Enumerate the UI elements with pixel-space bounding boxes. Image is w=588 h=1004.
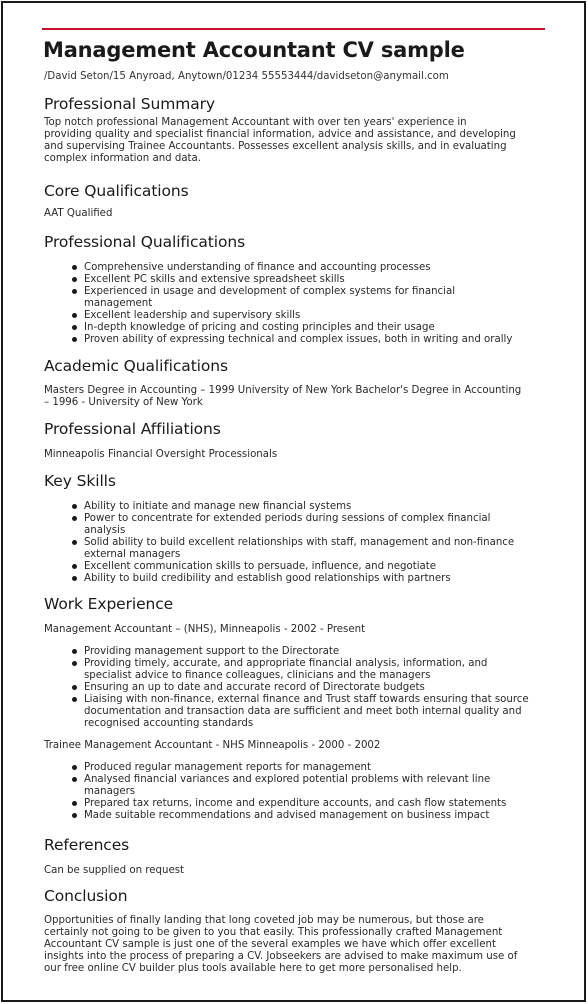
section-heading: Core Qualifications <box>44 182 189 200</box>
list-item: Providing timely, accurate, and appropriate financial analysis, information, and specialist advice to finance colleagues, clinicians and the managers <box>72 658 512 682</box>
section-heading: Conclusion <box>44 887 128 905</box>
section-academic-qualifications <box>44 356 544 409</box>
references-text: Can be supplied on request <box>44 865 185 876</box>
summary-line: Top notch professional Management Accountant with over ten years' experience in <box>44 117 467 128</box>
list-item: Solid ability to build excellent relationships with staff, management and non-finance external managers <box>72 537 527 561</box>
summary-text <box>44 117 544 165</box>
list-item: Ability to initiate and manage new financial systems <box>72 501 544 513</box>
academic-line: – 1996 - University of New York <box>44 397 203 408</box>
section-references <box>44 835 544 877</box>
qualifications-list <box>72 262 544 346</box>
list-item: Ensuring an up to date and accurate record of Directorate budgets <box>72 682 544 694</box>
section-key-skills <box>44 471 544 585</box>
list-item: Experienced in usage and development of complex systems for financial management <box>72 286 512 310</box>
list-item: Made suitable recommendations and advised management on business impact <box>72 810 544 822</box>
job-duties-list <box>72 762 544 822</box>
section-core-qualifications <box>44 181 544 220</box>
list-item: Comprehensive understanding of finance and accounting processes <box>72 262 544 274</box>
conclusion-line: certainly not going to be given to you that easily. This professionally crafted Management <box>44 927 503 938</box>
list-item: Providing management support to the Directorate <box>72 646 544 658</box>
list-item: Power to concentrate for extended periods during sessions of complex financial analysis <box>72 513 517 537</box>
section-professional-qualifications <box>44 232 544 346</box>
summary-line: providing quality and specialist financial information, advice and assistance, and developing <box>44 129 516 140</box>
section-conclusion <box>44 886 544 975</box>
section-professional-affiliations <box>44 419 544 461</box>
list-item: Prepared tax returns, income and expenditure accounts, and cash flow statements <box>72 798 544 810</box>
section-heading: References <box>44 836 130 854</box>
summary-line: and supervising Trainee Accountants. Possesses excellent analysis skills, and in evaluating <box>44 141 507 152</box>
academic-line: Masters Degree in Accounting – 1999 University of New York Bachelor's Degree in Accounting <box>44 385 522 396</box>
academic-text <box>44 385 544 409</box>
summary-line: complex information and data. <box>44 153 202 164</box>
section-work-experience <box>44 594 544 822</box>
list-item: Excellent PC skills and extensive spreadsheet skills <box>72 274 544 286</box>
section-heading: Professional Summary <box>44 95 215 113</box>
section-heading: Professional Affiliations <box>44 420 221 438</box>
list-item: Ability to build credibility and establish good relationships with partners <box>72 573 544 585</box>
key-skills-list <box>72 501 544 585</box>
section-heading: Work Experience <box>44 595 174 613</box>
affiliations-text: Minneapolis Financial Oversight Processionals <box>44 449 278 460</box>
page-title: Management Accountant CV sample <box>43 38 465 62</box>
header-rule <box>42 28 545 30</box>
list-item: Liaising with non-finance, external finance and Trust staff towards ensuring that source documentation and transaction data are sufficient and meet both internal quality and recognised accounting standards <box>72 694 532 730</box>
section-heading: Professional Qualifications <box>44 233 246 251</box>
conclusion-line: our free online CV builder plus tools available here to get more personalised help. <box>44 963 462 974</box>
job-title: Trainee Management Accountant - NHS Minneapolis - 2000 - 2002 <box>44 740 381 751</box>
section-professional-summary <box>44 94 544 165</box>
job-duties-list <box>72 646 544 730</box>
section-heading: Academic Qualifications <box>44 357 228 375</box>
list-item: Produced regular management reports for management <box>72 762 544 774</box>
section-heading: Key Skills <box>44 472 116 490</box>
list-item: Excellent leadership and supervisory skills <box>72 310 544 322</box>
conclusion-line: insights into the process of preparing a CV. Jobseekers are advised to make maximum use of <box>44 951 518 962</box>
list-item: Excellent communication skills to persuade, influence, and negotiate <box>72 561 544 573</box>
core-qualifications-text: AAT Qualified <box>44 208 113 219</box>
list-item: Proven ability of expressing technical and complex issues, both in writing and orally <box>72 334 544 346</box>
job-title: Management Accountant – (NHS), Minneapolis - 2002 - Present <box>44 624 366 635</box>
contact-line: /David Seton/15 Anyroad, Anytown/01234 55553444/davidseton@anymail.com <box>44 71 449 82</box>
conclusion-text <box>44 915 544 975</box>
conclusion-line: Opportunities of finally landing that long coveted job may be numerous, but those are <box>44 915 484 926</box>
list-item: Analysed financial variances and explored potential problems with relevant line managers <box>72 774 517 798</box>
conclusion-line: Accountant CV sample is just one of the several examples we have which offer excellent <box>44 939 496 950</box>
list-item: In-depth knowledge of pricing and costing principles and their usage <box>72 322 544 334</box>
